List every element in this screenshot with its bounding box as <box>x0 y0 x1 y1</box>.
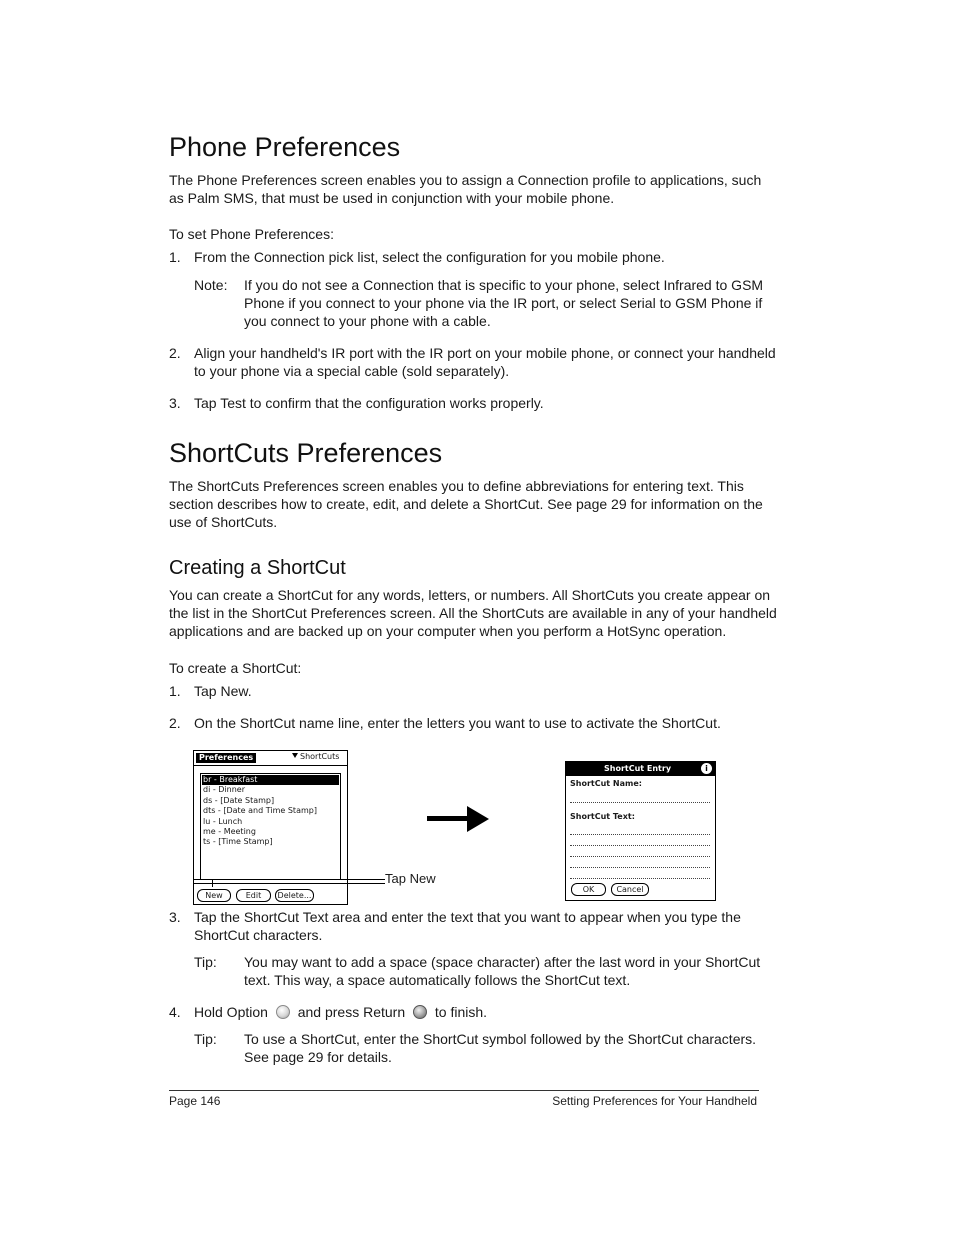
text-line: To use a ShortCut, enter the ShortCut symbol followed by the ShortCut characters. <box>244 1031 757 1047</box>
step-text <box>194 1003 487 1021</box>
text-area-line <box>570 856 710 857</box>
shortcut-entry-screenshot <box>565 761 716 901</box>
text-line: section describes how to create, edit, and delete a ShortCut. See page 29 for information on the <box>169 496 763 512</box>
text-line: applications and are backed up on your computer when you perform a HotSync operation. <box>169 623 727 639</box>
callout-leader-line <box>194 883 385 884</box>
text-line: Tap the ShortCut Text area and enter the text that you want to appear when you type the <box>194 909 741 925</box>
procedure-title: To create a ShortCut: <box>169 660 302 676</box>
shortcut-text-area[interactable] <box>570 822 711 878</box>
text-line: text. This way, a space automatically follows the ShortCut text. <box>244 972 631 988</box>
picklist-label: ShortCuts <box>300 752 340 761</box>
arrow-right-icon <box>427 805 491 833</box>
shortcut-list-item[interactable]: ts - [Time Stamp] <box>203 837 273 847</box>
edit-button[interactable]: Edit <box>236 889 271 902</box>
text-line: If you do not see a Connection that is specific to your phone, select Infrared to GSM <box>244 277 764 293</box>
step-text-part: Hold Option <box>194 1004 268 1020</box>
callout-tick <box>212 879 213 887</box>
step-number: 2. <box>169 345 181 361</box>
footer-chapter-title: Setting Preferences for Your Handheld <box>552 1094 757 1108</box>
step-number: 4. <box>169 1004 181 1020</box>
dropdown-triangle-icon <box>292 753 298 758</box>
step-number: 2. <box>169 715 181 731</box>
note-label: Note: <box>194 277 228 293</box>
text-line: you connect to your phone with a cable. <box>244 313 491 329</box>
new-button[interactable]: New <box>197 889 231 902</box>
shortcut-items <box>202 775 339 848</box>
shortcut-list-item[interactable]: dts - [Date and Time Stamp] <box>203 806 317 816</box>
text-area-line <box>570 867 710 868</box>
tip-text <box>244 953 760 989</box>
step-number: 1. <box>169 683 181 699</box>
text-line: You may want to add a space (space character) after the last word in your ShortCut <box>244 954 761 970</box>
entry-title-bar <box>566 762 715 776</box>
text-line: See page 29 for details. <box>244 1049 392 1065</box>
step-number: 3. <box>169 395 181 411</box>
paragraph-shortcuts-intro <box>169 477 763 531</box>
picklist-trigger[interactable] <box>292 752 339 762</box>
text-line: Phone if you connect to your phone via the IR port, or select Serial to GSM Phone if <box>244 295 763 311</box>
text-line: ShortCut characters. <box>194 927 323 943</box>
shortcut-list-item[interactable]: me - Meeting <box>203 827 256 837</box>
text-line: to your phone via a special cable (sold separately). <box>194 363 510 379</box>
callout-label: Tap New <box>385 871 436 886</box>
text-area-line <box>570 845 710 846</box>
prefs-title-bar <box>194 751 347 766</box>
option-button-icon <box>276 1005 290 1019</box>
text-area-line <box>570 878 710 879</box>
info-icon[interactable]: i <box>701 763 712 774</box>
paragraph-phone-intro <box>169 171 761 207</box>
shortcut-list-item[interactable]: di - Dinner <box>203 785 246 795</box>
entry-title: ShortCut Entry <box>604 764 672 773</box>
step-text-part: to finish. <box>434 1004 488 1020</box>
cancel-button[interactable]: Cancel <box>611 883 649 896</box>
step-text: Tap New. <box>194 683 252 699</box>
shortcut-list-item[interactable]: br - Breakfast <box>202 775 339 785</box>
text-line: You can create a ShortCut for any words, letters, or numbers. All ShortCuts you create appear on <box>169 587 771 603</box>
shortcut-name-label: ShortCut Name: <box>570 779 642 788</box>
tip-label: Tip: <box>194 954 217 970</box>
tip-text <box>244 1030 756 1066</box>
step-text <box>194 908 741 944</box>
text-area-line <box>570 834 710 835</box>
subsection-title-creating-shortcut: Creating a ShortCut <box>169 557 346 579</box>
procedure-title: To set Phone Preferences: <box>169 226 334 242</box>
footer-page-number: Page 146 <box>169 1094 221 1108</box>
callout-line <box>193 879 385 880</box>
step-number: 1. <box>169 249 181 265</box>
shortcut-list-item[interactable]: lu - Lunch <box>203 816 243 826</box>
shortcut-list-item[interactable]: ds - [Date Stamp] <box>203 795 275 805</box>
paragraph-creating-intro <box>169 586 777 640</box>
shortcut-name-field[interactable] <box>570 802 710 803</box>
text-line: The ShortCuts Preferences screen enables you to define abbreviations for entering text. This <box>169 478 744 494</box>
step-number: 3. <box>169 909 181 925</box>
tip-label: Tip: <box>194 1031 217 1047</box>
step-text: On the ShortCut name line, enter the letters you want to use to activate the ShortCut. <box>194 715 721 731</box>
step-text: Tap Test to confirm that the configuration works properly. <box>194 395 544 411</box>
step-text-part: and press Return <box>297 1004 406 1020</box>
prefs-screen-screenshot <box>193 750 348 905</box>
note-text <box>244 276 763 330</box>
return-button-icon <box>413 1005 427 1019</box>
step-text <box>194 344 776 380</box>
step-text: From the Connection pick list, select the configuration for you mobile phone. <box>194 249 665 265</box>
section-title-phone-preferences: Phone Preferences <box>169 132 401 162</box>
text-line: the list in the ShortCut Preferences screen. All the ShortCuts are available in any of your handheld <box>169 605 777 621</box>
text-line: The Phone Preferences screen enables you to assign a Connection profile to applications, such <box>169 172 762 188</box>
footer-rule <box>169 1090 759 1091</box>
ok-button[interactable]: OK <box>571 883 606 896</box>
prefs-tab-label: Preferences <box>196 753 256 763</box>
shortcut-text-label: ShortCut Text: <box>570 812 635 821</box>
text-line: use of ShortCuts. <box>169 514 278 530</box>
section-title-shortcuts-preferences: ShortCuts Preferences <box>169 438 443 468</box>
shortcut-list[interactable] <box>200 773 341 880</box>
text-line: as Palm SMS, that must be used in conjunction with your mobile phone. <box>169 190 615 206</box>
text-line: Align your handheld's IR port with the IR port on your mobile phone, or connect your handheld <box>194 345 776 361</box>
delete-button[interactable]: Delete... <box>275 889 314 902</box>
